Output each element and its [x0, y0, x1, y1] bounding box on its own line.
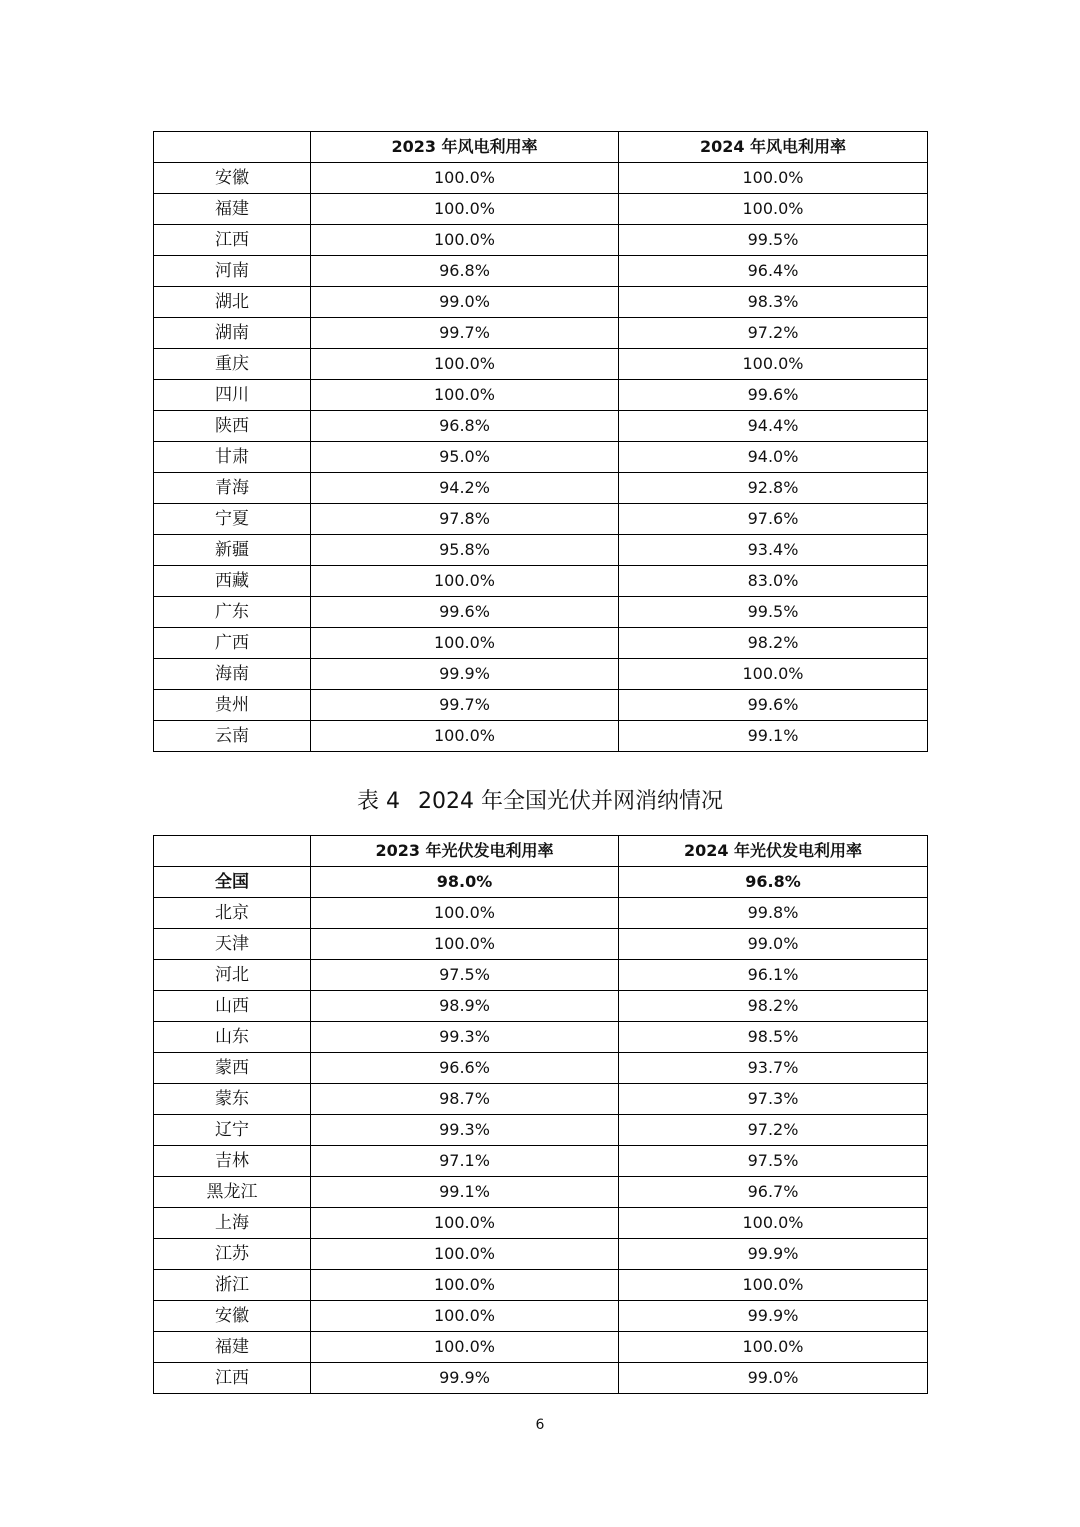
region-cell: 甘肃	[154, 442, 311, 473]
region-cell: 山西	[154, 991, 311, 1022]
value-2023-cell: 96.8%	[311, 411, 619, 442]
region-cell: 蒙西	[154, 1053, 311, 1084]
value-2023-cell: 97.5%	[311, 960, 619, 991]
table-row	[154, 163, 928, 194]
region-cell: 江西	[154, 1363, 311, 1394]
value-2024-cell: 99.5%	[619, 597, 928, 628]
table-row	[154, 659, 928, 690]
value-2024-cell: 97.5%	[619, 1146, 928, 1177]
value-2024-cell: 98.3%	[619, 287, 928, 318]
table-row	[154, 1270, 928, 1301]
value-2024-cell: 100.0%	[619, 1208, 928, 1239]
value-2023-cell: 95.8%	[311, 535, 619, 566]
table-row	[154, 194, 928, 225]
region-cell: 上海	[154, 1208, 311, 1239]
region-cell: 云南	[154, 721, 311, 752]
value-2024-cell: 99.9%	[619, 1239, 928, 1270]
table-row	[154, 380, 928, 411]
header-region	[154, 132, 311, 163]
value-2024-cell: 99.8%	[619, 898, 928, 929]
table-row	[154, 287, 928, 318]
region-cell: 浙江	[154, 1270, 311, 1301]
value-2024-cell: 100.0%	[619, 659, 928, 690]
value-2024-cell: 94.4%	[619, 411, 928, 442]
value-2024-cell: 97.3%	[619, 1084, 928, 1115]
table-row	[154, 1053, 928, 1084]
value-2024-cell: 92.8%	[619, 473, 928, 504]
header-2023: 2023 年风电利用率	[311, 132, 619, 163]
region-cell: 江西	[154, 225, 311, 256]
table-row	[154, 473, 928, 504]
table-row	[154, 1146, 928, 1177]
region-cell: 广东	[154, 597, 311, 628]
value-2024-cell: 100.0%	[619, 349, 928, 380]
value-2023-cell: 100.0%	[311, 194, 619, 225]
value-2023-cell: 100.0%	[311, 1332, 619, 1363]
value-2023-cell: 99.1%	[311, 1177, 619, 1208]
value-2023-cell: 100.0%	[311, 929, 619, 960]
value-2023-cell: 100.0%	[311, 1301, 619, 1332]
value-2023-cell: 99.3%	[311, 1115, 619, 1146]
value-2023-cell: 100.0%	[311, 1208, 619, 1239]
value-2023-cell: 100.0%	[311, 349, 619, 380]
region-cell: 海南	[154, 659, 311, 690]
value-2024-cell: 96.7%	[619, 1177, 928, 1208]
header-2024: 2024 年光伏发电利用率	[619, 836, 928, 867]
value-2023-cell: 99.9%	[311, 659, 619, 690]
table-caption	[0, 785, 1080, 819]
value-2024-cell: 100.0%	[619, 1270, 928, 1301]
table-row	[154, 991, 928, 1022]
table-row	[154, 1363, 928, 1394]
header-2024: 2024 年风电利用率	[619, 132, 928, 163]
region-cell: 天津	[154, 929, 311, 960]
value-2024-cell: 96.8%	[619, 867, 928, 898]
region-cell: 江苏	[154, 1239, 311, 1270]
region-cell: 新疆	[154, 535, 311, 566]
value-2024-cell: 100.0%	[619, 1332, 928, 1363]
value-2024-cell: 96.4%	[619, 256, 928, 287]
value-2023-cell: 100.0%	[311, 628, 619, 659]
value-2023-cell: 99.7%	[311, 690, 619, 721]
value-2023-cell: 95.0%	[311, 442, 619, 473]
table-header-row	[154, 132, 928, 163]
header-region	[154, 836, 311, 867]
value-2024-cell: 100.0%	[619, 194, 928, 225]
value-2023-cell: 96.8%	[311, 256, 619, 287]
value-2023-cell: 100.0%	[311, 380, 619, 411]
region-cell: 全国	[154, 867, 311, 898]
value-2024-cell: 99.5%	[619, 225, 928, 256]
value-2024-cell: 97.2%	[619, 318, 928, 349]
table-row	[154, 349, 928, 380]
wind-utilization-table	[153, 131, 928, 752]
table-header-row	[154, 836, 928, 867]
table-row	[154, 1022, 928, 1053]
table-row	[154, 1208, 928, 1239]
value-2024-cell: 83.0%	[619, 566, 928, 597]
value-2023-cell: 96.6%	[311, 1053, 619, 1084]
value-2023-cell: 100.0%	[311, 1239, 619, 1270]
table-row	[154, 318, 928, 349]
value-2024-cell: 97.2%	[619, 1115, 928, 1146]
region-cell: 西藏	[154, 566, 311, 597]
value-2023-cell: 100.0%	[311, 898, 619, 929]
table-row	[154, 411, 928, 442]
region-cell: 蒙东	[154, 1084, 311, 1115]
value-2024-cell: 99.6%	[619, 690, 928, 721]
table-row	[154, 1177, 928, 1208]
table-row	[154, 1115, 928, 1146]
table-row	[154, 1301, 928, 1332]
value-2024-cell: 99.0%	[619, 929, 928, 960]
region-cell: 黑龙江	[154, 1177, 311, 1208]
table-row	[154, 721, 928, 752]
table-row	[154, 535, 928, 566]
value-2024-cell: 99.6%	[619, 380, 928, 411]
region-cell: 青海	[154, 473, 311, 504]
table-row	[154, 960, 928, 991]
region-cell: 湖北	[154, 287, 311, 318]
pv-utilization-table	[153, 835, 928, 1394]
table-row	[154, 1332, 928, 1363]
value-2023-cell: 98.0%	[311, 867, 619, 898]
region-cell: 安徽	[154, 163, 311, 194]
value-2024-cell: 96.1%	[619, 960, 928, 991]
value-2024-cell: 100.0%	[619, 163, 928, 194]
value-2023-cell: 98.7%	[311, 1084, 619, 1115]
table-row	[154, 929, 928, 960]
region-cell: 吉林	[154, 1146, 311, 1177]
table-row	[154, 504, 928, 535]
value-2023-cell: 99.6%	[311, 597, 619, 628]
region-cell: 湖南	[154, 318, 311, 349]
value-2023-cell: 100.0%	[311, 225, 619, 256]
value-2023-cell: 97.8%	[311, 504, 619, 535]
value-2023-cell: 100.0%	[311, 1270, 619, 1301]
table-row	[154, 1239, 928, 1270]
table-row	[154, 225, 928, 256]
value-2023-cell: 100.0%	[311, 721, 619, 752]
value-2024-cell: 99.1%	[619, 721, 928, 752]
table-row	[154, 1084, 928, 1115]
pv-table-body	[154, 867, 928, 1394]
header-2023: 2023 年光伏发电利用率	[311, 836, 619, 867]
value-2024-cell: 97.6%	[619, 504, 928, 535]
value-2023-cell: 100.0%	[311, 163, 619, 194]
value-2024-cell: 98.5%	[619, 1022, 928, 1053]
value-2024-cell: 98.2%	[619, 991, 928, 1022]
value-2023-cell: 99.7%	[311, 318, 619, 349]
wind-table-body	[154, 163, 928, 752]
caption-text: 2024 年全国光伏并网消纳情况	[418, 789, 723, 814]
table-row	[154, 690, 928, 721]
table-row	[154, 898, 928, 929]
table-row	[154, 628, 928, 659]
table-row	[154, 597, 928, 628]
region-cell: 辽宁	[154, 1115, 311, 1146]
table-row	[154, 566, 928, 597]
value-2023-cell: 94.2%	[311, 473, 619, 504]
region-cell: 河南	[154, 256, 311, 287]
region-cell: 四川	[154, 380, 311, 411]
region-cell: 贵州	[154, 690, 311, 721]
caption-label: 表 4	[357, 789, 400, 814]
region-cell: 北京	[154, 898, 311, 929]
value-2023-cell: 100.0%	[311, 566, 619, 597]
region-cell: 宁夏	[154, 504, 311, 535]
table-row	[154, 442, 928, 473]
value-2024-cell: 93.4%	[619, 535, 928, 566]
region-cell: 福建	[154, 1332, 311, 1363]
value-2023-cell: 97.1%	[311, 1146, 619, 1177]
value-2023-cell: 99.0%	[311, 287, 619, 318]
value-2023-cell: 98.9%	[311, 991, 619, 1022]
region-cell: 福建	[154, 194, 311, 225]
value-2024-cell: 99.9%	[619, 1301, 928, 1332]
region-cell: 山东	[154, 1022, 311, 1053]
table-row	[154, 256, 928, 287]
page-number: 6	[535, 1417, 545, 1433]
value-2023-cell: 99.3%	[311, 1022, 619, 1053]
region-cell: 陕西	[154, 411, 311, 442]
region-cell: 广西	[154, 628, 311, 659]
value-2024-cell: 94.0%	[619, 442, 928, 473]
region-cell: 安徽	[154, 1301, 311, 1332]
table-row	[154, 867, 928, 898]
region-cell: 河北	[154, 960, 311, 991]
value-2024-cell: 98.2%	[619, 628, 928, 659]
value-2024-cell: 93.7%	[619, 1053, 928, 1084]
region-cell: 重庆	[154, 349, 311, 380]
value-2023-cell: 99.9%	[311, 1363, 619, 1394]
value-2024-cell: 99.0%	[619, 1363, 928, 1394]
